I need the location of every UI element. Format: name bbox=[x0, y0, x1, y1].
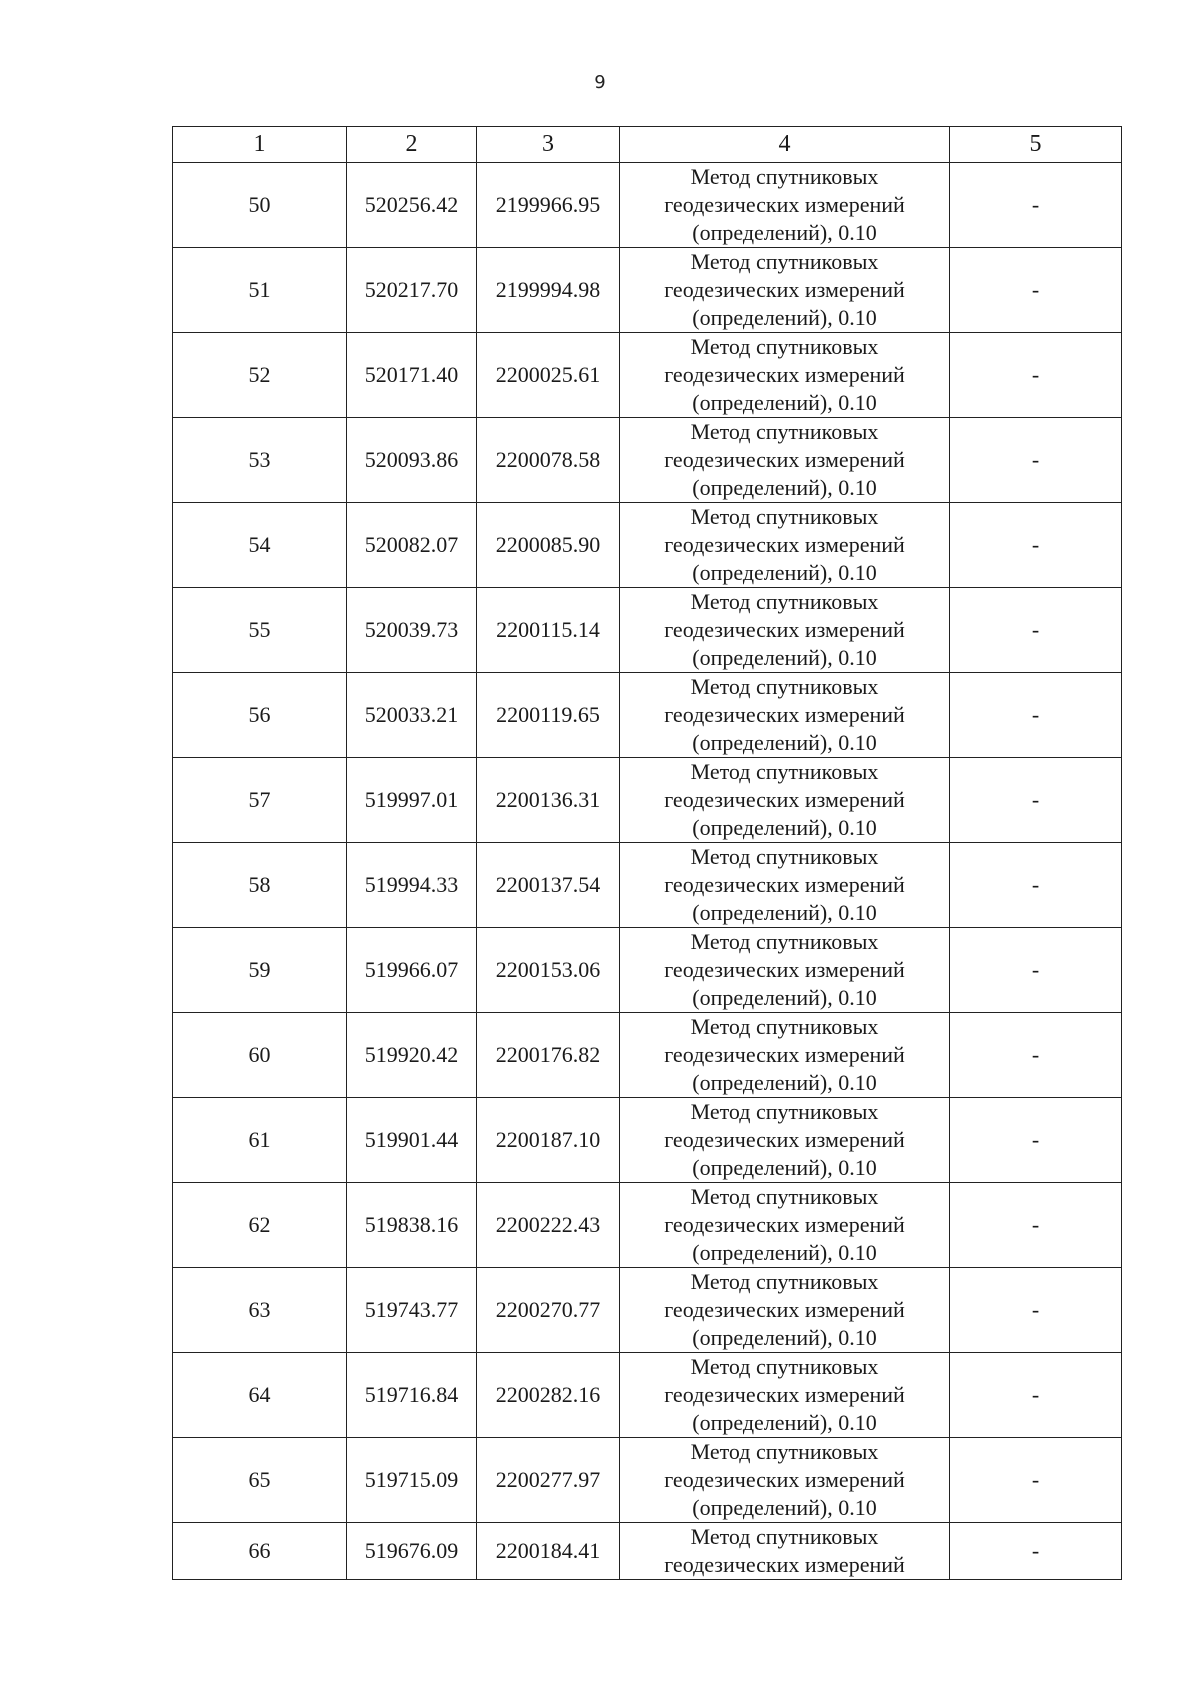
table-row bbox=[173, 503, 1122, 588]
point-number-cell: 52 bbox=[173, 333, 347, 418]
note-cell: - bbox=[950, 248, 1122, 333]
method-cell: Метод спутниковых геодезических измерений (определений), 0.10 bbox=[620, 163, 950, 248]
table-row bbox=[173, 588, 1122, 673]
note-cell: - bbox=[950, 418, 1122, 503]
note-cell: - bbox=[950, 1268, 1122, 1353]
y-coordinate-cell: 2200187.10 bbox=[477, 1098, 620, 1183]
x-coordinate-cell: 519715.09 bbox=[347, 1438, 477, 1523]
y-coordinate-cell: 2200153.06 bbox=[477, 928, 620, 1013]
note-cell: - bbox=[950, 843, 1122, 928]
y-coordinate-cell: 2200222.43 bbox=[477, 1183, 620, 1268]
y-coordinate-cell: 2200184.41 bbox=[477, 1523, 620, 1580]
point-number-cell: 54 bbox=[173, 503, 347, 588]
y-coordinate-cell: 2200270.77 bbox=[477, 1268, 620, 1353]
table-row bbox=[173, 843, 1122, 928]
note-cell: - bbox=[950, 673, 1122, 758]
table-row bbox=[173, 1098, 1122, 1183]
x-coordinate-cell: 520171.40 bbox=[347, 333, 477, 418]
x-coordinate-cell: 519838.16 bbox=[347, 1183, 477, 1268]
note-cell: - bbox=[950, 758, 1122, 843]
point-number-cell: 65 bbox=[173, 1438, 347, 1523]
x-coordinate-cell: 519716.84 bbox=[347, 1353, 477, 1438]
method-cell: Метод спутниковых геодезических измерений (определений), 0.10 bbox=[620, 928, 950, 1013]
table-row bbox=[173, 1183, 1122, 1268]
column-header-3: 3 bbox=[477, 127, 620, 163]
note-cell: - bbox=[950, 333, 1122, 418]
x-coordinate-cell: 519676.09 bbox=[347, 1523, 477, 1580]
y-coordinate-cell: 2200085.90 bbox=[477, 503, 620, 588]
point-number-cell: 61 bbox=[173, 1098, 347, 1183]
point-number-cell: 59 bbox=[173, 928, 347, 1013]
table-row bbox=[173, 1523, 1122, 1580]
method-cell: Метод спутниковых геодезических измерений (определений), 0.10 bbox=[620, 1438, 950, 1523]
table-header bbox=[173, 127, 1122, 163]
note-cell: - bbox=[950, 1353, 1122, 1438]
table-row bbox=[173, 1353, 1122, 1438]
point-number-cell: 50 bbox=[173, 163, 347, 248]
note-cell: - bbox=[950, 1013, 1122, 1098]
table-row bbox=[173, 928, 1122, 1013]
point-number-cell: 53 bbox=[173, 418, 347, 503]
point-number-cell: 56 bbox=[173, 673, 347, 758]
note-cell: - bbox=[950, 928, 1122, 1013]
point-number-cell: 58 bbox=[173, 843, 347, 928]
y-coordinate-cell: 2199966.95 bbox=[477, 163, 620, 248]
y-coordinate-cell: 2199994.98 bbox=[477, 248, 620, 333]
note-cell: - bbox=[950, 588, 1122, 673]
table-row bbox=[173, 1438, 1122, 1523]
method-cell: Метод спутниковых геодезических измерений (определений), 0.10 bbox=[620, 1013, 950, 1098]
x-coordinate-cell: 519966.07 bbox=[347, 928, 477, 1013]
method-cell: Метод спутниковых геодезических измерений (определений), 0.10 bbox=[620, 503, 950, 588]
method-cell: Метод спутниковых геодезических измерений (определений), 0.10 bbox=[620, 1353, 950, 1438]
point-number-cell: 66 bbox=[173, 1523, 347, 1580]
point-number-cell: 62 bbox=[173, 1183, 347, 1268]
column-header-4: 4 bbox=[620, 127, 950, 163]
table-row bbox=[173, 1268, 1122, 1353]
x-coordinate-cell: 520082.07 bbox=[347, 503, 477, 588]
x-coordinate-cell: 520033.21 bbox=[347, 673, 477, 758]
x-coordinate-cell: 519997.01 bbox=[347, 758, 477, 843]
method-cell: Метод спутниковых геодезических измерений (определений), 0.10 bbox=[620, 1268, 950, 1353]
method-cell: Метод спутниковых геодезических измерений (определений), 0.10 bbox=[620, 333, 950, 418]
point-number-cell: 55 bbox=[173, 588, 347, 673]
method-cell: Метод спутниковых геодезических измерений (определений), 0.10 bbox=[620, 1098, 950, 1183]
table-body bbox=[173, 163, 1122, 1580]
table-row bbox=[173, 333, 1122, 418]
x-coordinate-cell: 520256.42 bbox=[347, 163, 477, 248]
coordinates-table bbox=[172, 126, 1122, 1580]
column-header-5: 5 bbox=[950, 127, 1122, 163]
y-coordinate-cell: 2200119.65 bbox=[477, 673, 620, 758]
x-coordinate-cell: 519901.44 bbox=[347, 1098, 477, 1183]
y-coordinate-cell: 2200025.61 bbox=[477, 333, 620, 418]
note-cell: - bbox=[950, 503, 1122, 588]
table-row bbox=[173, 163, 1122, 248]
y-coordinate-cell: 2200115.14 bbox=[477, 588, 620, 673]
y-coordinate-cell: 2200136.31 bbox=[477, 758, 620, 843]
note-cell: - bbox=[950, 1183, 1122, 1268]
method-cell: Метод спутниковых геодезических измерений (определений), 0.10 bbox=[620, 758, 950, 843]
column-header-2: 2 bbox=[347, 127, 477, 163]
x-coordinate-cell: 519920.42 bbox=[347, 1013, 477, 1098]
page-number: 9 bbox=[594, 72, 606, 93]
table-row bbox=[173, 758, 1122, 843]
point-number-cell: 64 bbox=[173, 1353, 347, 1438]
table-row bbox=[173, 1013, 1122, 1098]
note-cell: - bbox=[950, 1523, 1122, 1580]
x-coordinate-cell: 519743.77 bbox=[347, 1268, 477, 1353]
method-cell: Метод спутниковых геодезических измерений (определений), 0.10 bbox=[620, 673, 950, 758]
column-header-1: 1 bbox=[173, 127, 347, 163]
x-coordinate-cell: 519994.33 bbox=[347, 843, 477, 928]
point-number-cell: 51 bbox=[173, 248, 347, 333]
x-coordinate-cell: 520039.73 bbox=[347, 588, 477, 673]
point-number-cell: 63 bbox=[173, 1268, 347, 1353]
method-cell: Метод спутниковых геодезических измерений (определений), 0.10 bbox=[620, 1183, 950, 1268]
point-number-cell: 60 bbox=[173, 1013, 347, 1098]
method-cell: Метод спутниковых геодезических измерений (определений), 0.10 bbox=[620, 588, 950, 673]
table-row bbox=[173, 673, 1122, 758]
note-cell: - bbox=[950, 1098, 1122, 1183]
table-row bbox=[173, 248, 1122, 333]
y-coordinate-cell: 2200277.97 bbox=[477, 1438, 620, 1523]
y-coordinate-cell: 2200078.58 bbox=[477, 418, 620, 503]
note-cell: - bbox=[950, 1438, 1122, 1523]
y-coordinate-cell: 2200282.16 bbox=[477, 1353, 620, 1438]
note-cell: - bbox=[950, 163, 1122, 248]
y-coordinate-cell: 2200176.82 bbox=[477, 1013, 620, 1098]
table-row bbox=[173, 418, 1122, 503]
x-coordinate-cell: 520093.86 bbox=[347, 418, 477, 503]
method-cell: Метод спутниковых геодезических измерений (определений), 0.10 bbox=[620, 843, 950, 928]
method-cell: Метод спутниковых геодезических измерений (определений), 0.10 bbox=[620, 418, 950, 503]
x-coordinate-cell: 520217.70 bbox=[347, 248, 477, 333]
method-cell: Метод спутниковых геодезических измерений bbox=[620, 1523, 950, 1580]
header-row bbox=[173, 127, 1122, 163]
y-coordinate-cell: 2200137.54 bbox=[477, 843, 620, 928]
point-number-cell: 57 bbox=[173, 758, 347, 843]
method-cell: Метод спутниковых геодезических измерений (определений), 0.10 bbox=[620, 248, 950, 333]
